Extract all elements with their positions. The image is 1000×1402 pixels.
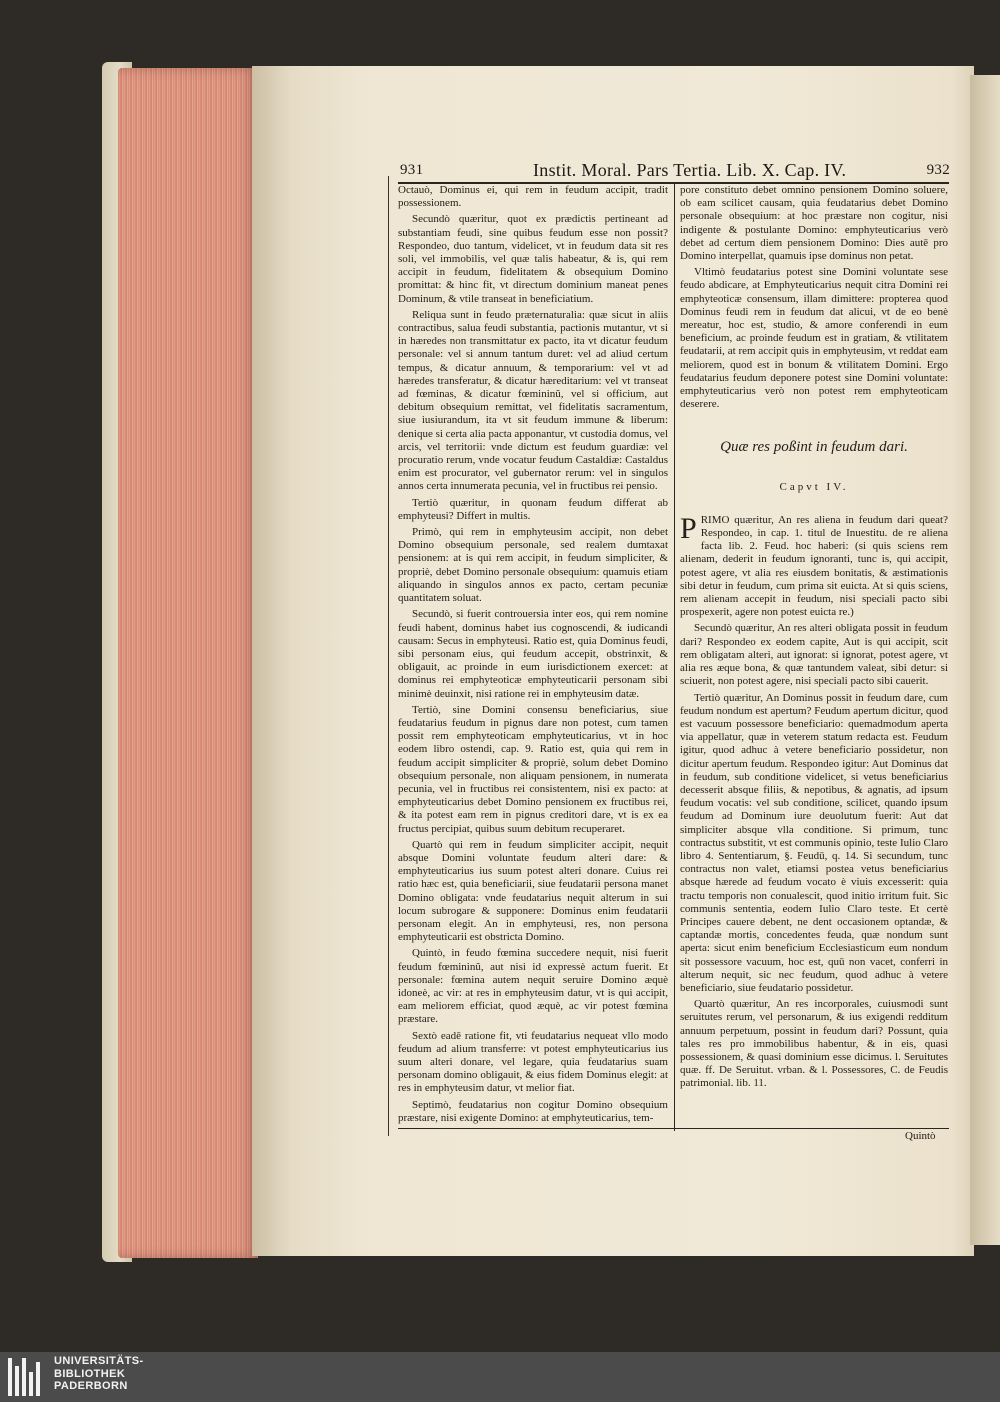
- paragraph: Quintò, in feudo fœmina succedere nequit, nisi fuerit feudum fœmininũ, aut nisi id expressè actum fuerit. Et personale: fœmina autem nequit seruire Domino æquè idoneè, ac vir: at res in emphyteusim datur, vt is qui accipit, eam meliorem efficiat, quod æquè, ac vir potest fœmina præstare.: [398, 947, 668, 1026]
- paragraph: Septimò, feudatarius non cogitur Domino obsequium præstare, nisi exigente Domino: at emphyteuticarius, tem-: [398, 1098, 668, 1124]
- paragraph: Quartò quæritur, An res incorporales, cuiusmodi sunt seruitutes rerum, vel personarum, & ius exigendi redditum annuum perpetuum, possint in feudum dari? Possunt, quia tales res pro immobilibus habentur, & in eis, quasi possessionem, & quasi dominium esse dicimus. l. Seruitutes quæ. ff. De Seruitut. vrban. & l. Possessores, C. de Feudis patrimonial. lib. 11.: [680, 998, 948, 1090]
- library-name: [54, 1355, 144, 1393]
- paragraph: [680, 511, 948, 620]
- paragraph: Secundò quæritur, An res alteri obligata possit in feudum dari? Respondeo ex eodem capite, Aut is qui accipit, scit rem obligatam alteri, aut ignorat: si ignorat, potest agere, vt alia res æque bona, & quæ tantundem valeat, sibi detur: si sciuerit, non potest agere, nisi speciali pacto sibi cauerit.: [680, 622, 948, 688]
- left-text-column: [398, 184, 668, 1128]
- library-name-line: BIBLIOTHEK: [54, 1367, 126, 1380]
- paragraph: Vltimò feudatarius potest sine Domini voluntate sese feudo abdicare, at Emphyteuticarius nequit citra Domini rei emphyteoticæ consensum, illam dimittere: propterea quod Dominus feudi rem in feudum dat alicui, vt de eo benè mereatur, hoc est, studio, & amore conferendi in eum beneficium, ac proinde feudum est in gratiam, & vtilitatem feudatarii, at rem accipit quis in emphyteusim, vt reddat eam meliorem, quod est in bonum & vtilitatem Domini. Ergo feudatarius feudum deponere potest sine Domini voluntate: emphyteuticarius verò non potest rem emphyteoticam deserere.: [680, 266, 948, 411]
- paragraph: Reliqua sunt in feudo præternaturalia: quæ sicut in aliis contractibus, salua feudi substantia, pactionis mutantur, vt si in hæredes non transmittatur ex pacto, ita vt dicatur feudum personale: vel si annum tantum duret: vel ad aliud certum tempus, & dicatur annuum, & temporarium: vel vt ad hæredes transferatur, & dicatur hæreditarium: vel vt transeat ad fœminas, & dicatur fœmininũ, vel si officium, aut debitum obsequium remittat, vel fidelitatis sacramentum, siue iusiurandum, ita vt sit feudum immune & liberum: denique si certa alia pacta apponantur, vt custodia domus, vel arcis, vel territorii: vnde dictum est feudum guardiæ: vel procuratio rerum, vnde vocatur feudum Castaldiæ: Castaldus enim est procurator, vel gubernator rerum: vel in singulos annos certa innumerata pecunia, vel in fructibus rei pensio.: [398, 308, 668, 493]
- paragraph: pore constituto debet omnino pensionem Domino soluere, ob eam scilicet causam, quia feudatarius debet Domino personale obsequium: at hoc præstare non cogitur, nisi indigente & postulante Domino: emphyteuticarius verò debet ad certum diem pensionem Domino: Dies autē pro Domino interpellat, quamuis ipse dominus non petat.: [680, 184, 948, 263]
- bottom-rule: [398, 1128, 949, 1129]
- page-number-left: 931: [400, 162, 424, 178]
- facing-page-edge: [970, 75, 1000, 1245]
- page-header: [400, 162, 950, 182]
- left-border-rule: [388, 176, 389, 1136]
- paragraph: Secundò quæritur, quot ex prædictis pertineant ad substantiam feudi, sine quibus feudum esse non possit? Respondeo, duo tantum, videlicet, vt in feudum data sit res soli, vel immobilis, vel quæ talis habeatur, & is, qui rem accipit in feudum, fidelitatem & obsequium Domino promittat: & hinc fit, vt directum dominium maneat penes Dominum, & vtile transeat in beneficiatium.: [398, 213, 668, 305]
- chapter-label: Capvt IV.: [779, 480, 849, 493]
- running-title: Instit. Moral. Pars Tertia. Lib. X. Cap. IV.: [533, 160, 847, 180]
- catchword: Quintò: [905, 1130, 936, 1142]
- page-number-right: 932: [926, 162, 950, 178]
- paragraph: Primò, qui rem in emphyteusim accipit, non debet Domino obsequium personale, sed realem dumtaxat pensionem: at is qui rem accipit, in feudum simpliciter, & propriè, debet Domino personale obsequium: quamuis etiam aliquando in singulos annos ex pacto, certam pecuniæ quantitatem soluat.: [398, 526, 668, 605]
- library-footer-bar: [0, 1352, 1000, 1402]
- paragraph: Octauò, Dominus ei, qui rem in feudum accipit, tradit possessionem.: [398, 184, 668, 210]
- paragraph: Tertiò quæritur, in quonam feudum differat ab emphyteusi? Differt in multis.: [398, 496, 668, 522]
- section-heading: Quæ res poßint in feudum dari.: [720, 439, 908, 456]
- paragraph: Sextò eadē ratione fit, vti feudatarius nequeat vllo modo feudum ad alium transferre: vt potest emphyteuticarius ius suum alteri donare, vel legare, quia feudatarius suam personam domino obligauit, & eius fidem Dominus elegit: at res in emphyteusim datur, vt melior fiat.: [398, 1029, 668, 1095]
- drop-capital: P: [680, 511, 697, 545]
- paragraph-text: RIMO quæritur, An res aliena in feudum dari queat? Respondeo, in cap. 1. titul de Inuestitu. de re aliena facta lib. 2. Feud. hoc haberi: (si quis sciens rem alienam, dederit in feudum ignoranti, tunc is, qui accipit, potest agere, vt alia res eiusdem bonitatis, & æstimationis sibi detur in feudum, cum prima sit euicta. At si quis sciens, rem alienam accepit in feudum, nisi speciali pacto sibi prospexerit, agere non potest euicta re.): [680, 513, 948, 619]
- paragraph: Quartò qui rem in feudum simpliciter accipit, nequit absque Domini voluntate feudum alteri dare: & emphyteuticarius ius suum potest alteri donare. Cuius rei ratio hæc est, quia beneficiarii, siue feudatarii persona manet Domino obligata: vnde feudatarius nequit alterum in sui locum subrogare & supponere: Dominus enim feudatarii personam elegit. An in emphyteusi, res, non persona emphyteuticarii est obstricta Domino.: [398, 838, 668, 944]
- library-name-line: UNIVERSITÄTS-: [54, 1355, 144, 1367]
- paragraph: Tertiò, sine Domini consensu beneficiarius, siue feudatarius feudum in pignus dare non potest, cum tamen possit rem emphyteoticam emphyteuticarius, vt in hoc eodem libro ostendi, cap. 9. Ratio est, quia qui rem in feudum accipit simpliciter & propriè, solum debet Domino obsequium personale, non aliquam pensionem, in numerata pecunia, vel in fructibus rei consistentem, nisi ex pacto: at emphyteuticarius debet Domino pensionem ex fructibus rei, & ita potest eam rem in pignus creditori dare, vt is ex ea fructus percipiat, quibus suum debitum recuperaret.: [398, 703, 668, 835]
- paragraph: Secundò, si fuerit controuersia inter eos, qui rem nomine feudi habent, dominus habet ius cognoscendi, & iudicandi causam: Secus in emphyteusi. Ratio est, quia Dominus feudi, sibi personam eius, qui feudum accepit, obstrinxit, & obligauit, ac proinde in eum iurisdictionem exercet: at dominus rei emphyteoticæ emphyteuticarii personam sibi minimè deuinxit, nisi ratione rei in emphyteusim datæ.: [398, 608, 668, 700]
- library-name-line: PADERBORN: [54, 1380, 128, 1392]
- red-page-edges: [118, 68, 258, 1258]
- library-logo-icon: [8, 1358, 42, 1396]
- right-text-column: [680, 184, 948, 1094]
- paragraph: Tertiò quæritur, An Dominus possit in feudum dare, cum feudum nondum est apertum? Feudum apertum dicitur, quod est vacuum possessore beneficiario: quemadmodum aperta via appellatur, quæ in veterem statum redacta est. Feudum igitur, quod adhuc à vetere beneficiario possidetur, non dicitur apertum feudum. Respondeo igitur: Aut Dominus dat in feudum, sub conditione videlicet, si vetus beneficiarius decesserit absque filiis, & nepotibus, & agnatis, ad ipsum feudum vocatis: vel sub conditione, scilicet, quando ipsum feudum ad Dominum iure deuolutum fuerit: Aut dat simpliciter absque vlla conditione. Si primum, tunc contractus substitit, vt est communis opinio, teste Iulio Claro libro 4. Sententiarum, §. Feudū, q. 14. Si secundum, tunc contractus non valet, etiamsi postea vetus beneficiarius absque hærede ad feudum vocato è viuis excesserit: quia tractu temporis non conualescit, quod initio irritum fuit. Sic communis sententia, eodem Iulio Claro teste. Et certè Principes cauere debent, ne dent occasionem optandæ, & captandæ mortis, concedentes feuda, quæ nondum sunt aperta: sicut enim beneficium Ecclesiasticum eum nondum sit possessore vacuum, hoc est, quū non vacet, conferri in alterum nequit, sic nec feudum, quod adhuc à vetere beneficiario, siue feudatario possidetur.: [680, 691, 948, 994]
- column-divider: [674, 184, 675, 1131]
